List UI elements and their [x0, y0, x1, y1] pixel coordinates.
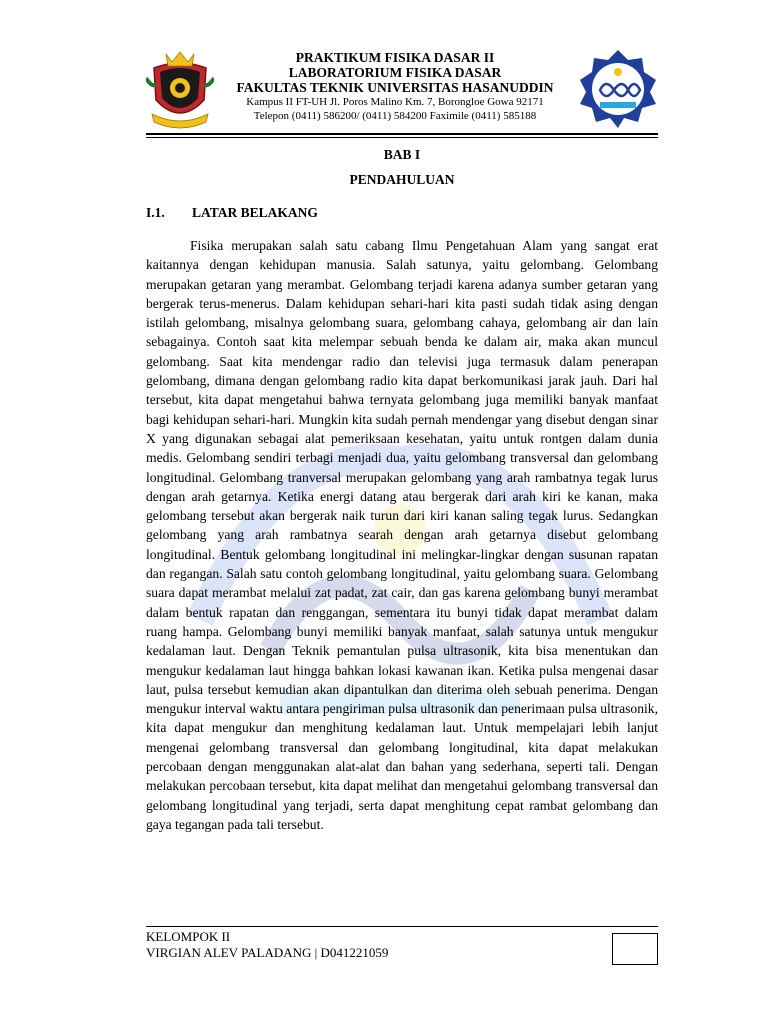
header-line-2: LABORATORIUM FISIKA DASAR	[288, 65, 502, 80]
header-phone: Telepon (0411) 586200/ (0411) 584200 Faximile (0411) 585188	[253, 110, 537, 122]
university-crest-icon	[146, 48, 214, 130]
section-number: I.1.	[146, 205, 165, 220]
chapter-number: BAB I	[383, 147, 421, 162]
header-line-3: FAKULTAS TEKNIK UNIVERSITAS HASANUDDIN	[236, 80, 554, 95]
document-header	[140, 46, 660, 130]
header-rule	[146, 133, 658, 135]
header-text-block	[216, 50, 574, 123]
page-number-box	[612, 933, 658, 965]
header-line-1: PRAKTIKUM FISIKA DASAR II	[295, 50, 495, 65]
footer-author: VIRGIAN ALEV PALADANG | D041221059	[146, 945, 389, 960]
footer-rule	[146, 926, 658, 927]
header-rule-thin	[146, 137, 658, 138]
section-heading	[146, 205, 318, 221]
chapter-title: PENDAHULUAN	[349, 172, 455, 187]
document-footer	[146, 929, 388, 961]
section-title: LATAR BELAKANG	[192, 205, 318, 220]
footer-group: KELOMPOK II	[146, 929, 231, 944]
header-address: Kampus II FT-UH Jl. Poros Malino Km. 7, Borongloe Gowa 92171	[246, 96, 544, 108]
lab-emblem-icon	[576, 46, 660, 130]
body-paragraph: Fisika merupakan salah satu cabang Ilmu Pengetahuan Alam yang sangat erat kaitannya dengan kehidupan manusia. Salah satunya, yaitu gelombang. Gelombang merupakan getaran yang merambat. Gelombang terjadi karena adanya sumber getaran yang bergerak terus-menerus. Dalam kehidupan sehari-hari kita pasti sudah tidak asing dengan istilah gelombang, misalnya gelombang suara, gelombang cahaya, gelombang air dan lain sebagainya. Contoh saat kita melempar sebuah benda ke dalam air, maka akan muncul gelombang. Saat kita mendengar radio dan televisi juga termasuk dalam penerapan gelombang, dimana dengan gelombang radio kita dapat berkomunikasi jarak jauh. Dari hal tersebut, kita dapat mengetahui bahwa ternyata gelombang juga memiliki banyak manfaat bagi kehidupan sehari-hari. Mungkin kita sudah pernah mendengar yang disebut dengan sinar X yang digunakan sebagai alat pemeriksaan kesehatan, yaitu untuk rontgen dalam dunia medis. Gelombang sendiri terbagi menjadi dua, yaitu gelombang transversal dan gelombang longitudinal. Gelombang tranversal merupakan gelombang yang arah rambatnya tegak lurus dengan arah getarnya. Ketika energi datang atau bergerak dari arah kiri ke kanan, maka gelombang tersebut akan bergerak naik turun dari kiri kanan saling tegak lurus. Sedangkan gelombang yang arah rambatnya searah dengan arah getarnya disebut gelombang longitudinal. Bentuk gelombang longitudinal ini melingkar-lingkar dengan susunan rapatan dan regangan. Salah satu contoh gelombang longitudinal, yaitu gelombang suara. Gelombang suara dapat merambat melalui zat padat, zat cair, dan gas karena gelombang bunyi merambat dalam bentuk rapatan dan renggangan, sementara itu bunyi tidak dapat merambat dalam ruang hampa. Gelombang bunyi memiliki banyak manfaat, salah satunya untuk mengukur kedalaman laut. Dengan Teknik pemantulan pulsa ultrasonik, kita bisa menentukan dan mengukur kedalaman laut hingga bahkan lokasi kawanan ikan. Ketika pulsa mengenai dasar laut, pulsa tersebut kemudian akan dipantulkan dan diterima oleh sebuah penerima. Dengan mengukur interval waktu antara pengiriman pulsa ultrasonik dan penerimaan pulsa ultrasonik, kita dapat mengukur dan menghitung kedalaman laut. Untuk mempelajari lebih lanjut mengenai gelombang transversal dan gelombang longitudinal, kita dapat melakukan percobaan dengan menggunakan alat-alat dan bahan yang sederhana, seperti tali. Dengan melakukan percobaan tersebut, kita dapat melihat dan mengetahui gelombang transversal dan gelombang longitudinal yang terjadi, serta dapat menghitung cepat rambat gelombang dan gaya tegangan pada tali tersebut.	[146, 238, 658, 832]
